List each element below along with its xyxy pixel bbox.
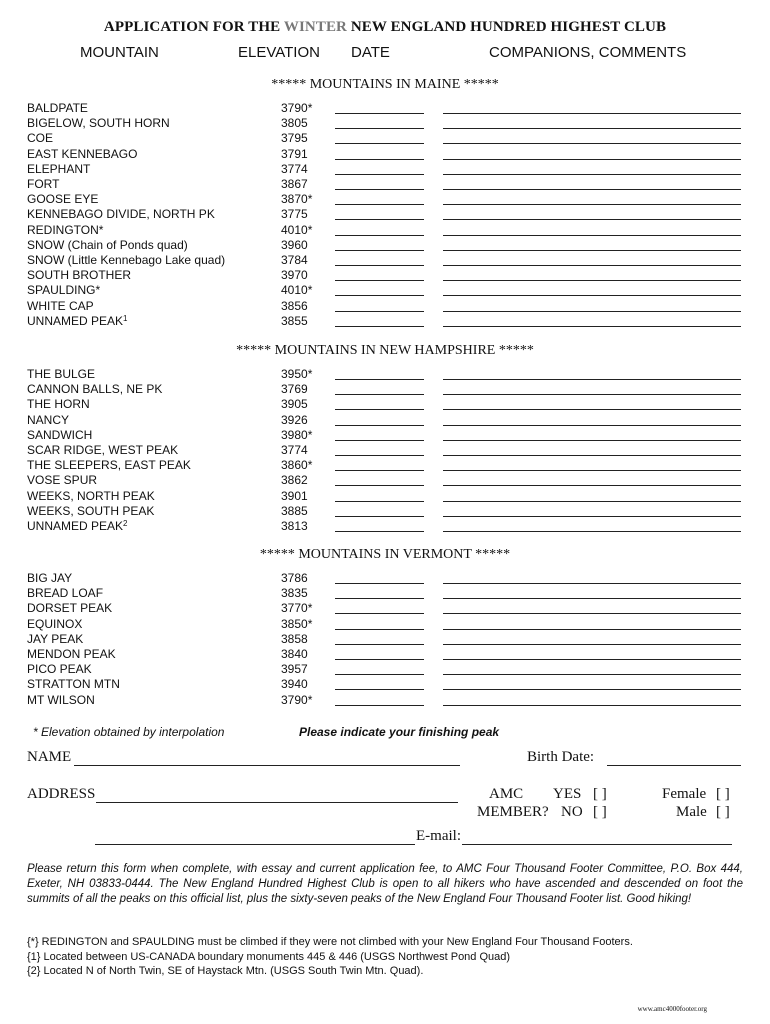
date-field[interactable]: [335, 440, 424, 441]
date-field[interactable]: [335, 394, 424, 395]
column-header-date: DATE: [351, 44, 390, 61]
peak-row: [0, 428, 770, 443]
peak-row: [0, 489, 770, 504]
peak-name: [27, 382, 162, 396]
comments-field[interactable]: [443, 379, 741, 380]
peak-name-text: BALDPATE: [27, 101, 88, 115]
peak-name: [27, 207, 215, 221]
date-field[interactable]: [335, 689, 424, 690]
female-label: Female: [662, 786, 707, 802]
peak-name-text: STRATTON MTN: [27, 677, 120, 691]
peak-elevation: 3901: [281, 489, 308, 503]
comments-field[interactable]: [443, 143, 741, 144]
peak-elevation: 3795: [281, 131, 308, 145]
peak-name: [27, 473, 97, 487]
comments-field[interactable]: [443, 128, 741, 129]
peak-row: [0, 662, 770, 677]
comments-field[interactable]: [443, 470, 741, 471]
peak-row: [0, 617, 770, 632]
peak-name: [27, 601, 112, 615]
peak-row: [0, 397, 770, 412]
comments-field[interactable]: [443, 265, 741, 266]
peak-name: [27, 677, 120, 691]
comments-field[interactable]: [443, 674, 741, 675]
comments-field[interactable]: [443, 326, 741, 327]
interpolation-note: * Elevation obtained by interpolation: [33, 725, 225, 739]
peak-name: [27, 101, 88, 115]
peak-elevation: 3860*: [281, 458, 313, 472]
comments-field[interactable]: [443, 531, 741, 532]
peak-row: [0, 504, 770, 519]
peak-name-text: SNOW (Chain of Ponds quad): [27, 238, 188, 252]
peak-name: [27, 617, 82, 631]
peak-name-text: BIG JAY: [27, 571, 73, 585]
peak-row: [0, 677, 770, 692]
comments-field[interactable]: [443, 425, 741, 426]
peak-name: [27, 268, 131, 282]
name-field[interactable]: [74, 765, 460, 766]
peak-elevation: 3885: [281, 504, 308, 518]
peak-row: [0, 586, 770, 601]
column-header-mountain: MOUNTAIN: [80, 44, 159, 61]
date-field[interactable]: [335, 128, 424, 129]
peak-name: [27, 571, 72, 585]
peak-name-text: EAST KENNEBAGO: [27, 147, 138, 161]
peak-elevation: 3862: [281, 473, 308, 487]
peak-name: [27, 177, 59, 191]
peak-name-text: SNOW (Little Kennebago Lake quad): [27, 253, 226, 267]
peak-row: [0, 314, 770, 329]
peak-name: [27, 443, 178, 457]
comments-field[interactable]: [443, 613, 741, 614]
date-field[interactable]: [335, 204, 424, 205]
comments-field[interactable]: [443, 204, 741, 205]
comments-field[interactable]: [443, 219, 741, 220]
peak-row: [0, 131, 770, 146]
peak-name-text: PICO PEAK: [27, 662, 92, 676]
column-header-comments: COMPANIONS, COMMENTS: [489, 44, 687, 61]
yes-checkbox[interactable]: [ ]: [593, 786, 607, 802]
peak-name-text: BREAD LOAF: [27, 586, 104, 600]
date-field[interactable]: [335, 598, 424, 599]
column-header-elevation: ELEVATION: [238, 44, 320, 61]
peak-name-text: EQUINOX: [27, 617, 83, 631]
peak-name: [27, 223, 103, 237]
date-field[interactable]: [335, 235, 424, 236]
peak-name: [27, 253, 225, 267]
date-field[interactable]: [335, 113, 424, 114]
peak-name: [27, 489, 155, 503]
peak-elevation: 3790*: [281, 693, 313, 707]
peak-elevation: 3835: [281, 586, 308, 600]
section-title-new-hampshire: ***** MOUNTAINS IN NEW HAMPSHIRE *****: [236, 343, 534, 358]
peak-row: [0, 382, 770, 397]
peak-name-text: JAY PEAK: [27, 632, 84, 646]
title-pre: APPLICATION FOR THE: [103, 19, 281, 35]
date-field[interactable]: [335, 326, 424, 327]
date-field[interactable]: [335, 219, 424, 220]
peak-row: [0, 223, 770, 238]
no-checkbox[interactable]: [ ]: [593, 804, 607, 820]
peak-elevation: 3858: [281, 632, 308, 646]
peak-elevation: 3769: [281, 382, 308, 396]
date-field[interactable]: [335, 501, 424, 502]
yes-label: YES: [553, 786, 582, 802]
peak-row: [0, 268, 770, 283]
peak-row: [0, 177, 770, 192]
date-field[interactable]: [335, 409, 424, 410]
peak-name: [27, 192, 98, 206]
date-field[interactable]: [335, 295, 424, 296]
peak-name: [27, 662, 92, 676]
peak-row: [0, 632, 770, 647]
comments-field[interactable]: [443, 409, 741, 410]
peak-elevation: 3926: [281, 413, 308, 427]
peak-elevation: 4010*: [281, 283, 313, 297]
peak-row: [0, 473, 770, 488]
email-field[interactable]: [462, 844, 732, 845]
comments-field[interactable]: [443, 295, 741, 296]
peak-name-text: DORSET PEAK: [27, 601, 113, 615]
peak-name: [27, 131, 53, 145]
date-field[interactable]: [335, 659, 424, 660]
comments-field[interactable]: [443, 113, 741, 114]
peak-name-text: KENNEBAGO DIVIDE, NORTH PK: [27, 207, 215, 221]
peak-name-text: BIGELOW, SOUTH HORN: [27, 116, 170, 130]
peak-name-text: VOSE SPUR: [27, 473, 98, 487]
footnote-marker: 1: [123, 314, 128, 323]
peak-row: [0, 413, 770, 428]
peak-name: [27, 647, 116, 661]
date-field[interactable]: [335, 280, 424, 281]
peak-row: [0, 101, 770, 116]
peak-elevation: 3850*: [281, 617, 313, 631]
peak-row: [0, 693, 770, 708]
footnote-1: {1} Located between US-CANADA boundary monuments 445 & 446 (USGS Northwest Pond Quad): [27, 951, 511, 963]
date-field[interactable]: [335, 455, 424, 456]
peak-name: [27, 413, 69, 427]
address-field[interactable]: [96, 802, 458, 803]
peak-name: [27, 504, 154, 518]
amc-label: AMC: [489, 786, 524, 802]
peak-row: [0, 253, 770, 268]
peak-elevation: 3840: [281, 647, 308, 661]
peak-name-text: UNNAMED PEAK: [27, 314, 124, 328]
date-field[interactable]: [335, 174, 424, 175]
peak-name: [27, 283, 100, 297]
peak-elevation: 3970: [281, 268, 308, 282]
comments-field[interactable]: [443, 485, 741, 486]
peak-row: [0, 647, 770, 662]
peak-elevation: 3957: [281, 662, 308, 676]
peak-name-text: THE HORN: [27, 397, 90, 411]
peak-name-text: WEEKS, SOUTH PEAK: [27, 504, 155, 518]
footnote-asterisk: {*} REDINGTON and SPAULDING must be climbed if they were not climbed with your New England Four Thousand Footers.: [27, 936, 633, 948]
peak-name: [27, 238, 188, 252]
no-label: NO: [561, 804, 583, 820]
peak-name-text: NANCY: [27, 413, 70, 427]
peak-name: [27, 397, 90, 411]
comments-field[interactable]: [443, 516, 741, 517]
peak-name: [27, 458, 191, 472]
peak-name-text: GOOSE EYE: [27, 192, 99, 206]
title-winter: WINTER: [283, 19, 347, 35]
date-field[interactable]: [335, 311, 424, 312]
date-field[interactable]: [335, 470, 424, 471]
peak-elevation: 3867: [281, 177, 308, 191]
comments-field[interactable]: [443, 235, 741, 236]
peak-elevation: 3950*: [281, 367, 313, 381]
date-field[interactable]: [335, 613, 424, 614]
comments-field[interactable]: [443, 644, 741, 645]
section-title-maine: ***** MOUNTAINS IN MAINE *****: [271, 77, 499, 92]
comments-field[interactable]: [443, 280, 741, 281]
peak-row: [0, 443, 770, 458]
date-field[interactable]: [335, 425, 424, 426]
footnote-marker: 2: [123, 519, 128, 528]
peak-name-text: SPAULDING*: [27, 283, 101, 297]
comments-field[interactable]: [443, 311, 741, 312]
address-label: ADDRESS: [27, 786, 96, 802]
comments-field[interactable]: [443, 174, 741, 175]
date-field[interactable]: [335, 143, 424, 144]
peak-row: [0, 367, 770, 382]
date-field[interactable]: [335, 629, 424, 630]
date-field[interactable]: [335, 516, 424, 517]
peak-name-text: SANDWICH: [27, 428, 93, 442]
peak-elevation: 3856: [281, 299, 308, 313]
peak-elevation: 3870*: [281, 192, 313, 206]
peak-name-text: UNNAMED PEAK: [27, 519, 124, 533]
peak-name-text: CANNON BALLS, NE PK: [27, 382, 163, 396]
peak-elevation: 3905: [281, 397, 308, 411]
date-field[interactable]: [335, 583, 424, 584]
peak-elevation: 3774: [281, 162, 308, 176]
peak-row: [0, 601, 770, 616]
comments-field[interactable]: [443, 659, 741, 660]
email-label: E-mail:: [416, 828, 461, 844]
peak-row: [0, 519, 770, 534]
peak-elevation: 3790*: [281, 101, 313, 115]
peak-elevation: 3775: [281, 207, 308, 221]
peak-name-text: FORT: [27, 177, 60, 191]
peak-elevation: 3791: [281, 147, 308, 161]
date-field[interactable]: [335, 705, 424, 706]
comments-field[interactable]: [443, 598, 741, 599]
birth-date-field[interactable]: [607, 765, 741, 766]
peak-name: [27, 162, 90, 176]
date-field[interactable]: [335, 485, 424, 486]
date-field[interactable]: [335, 379, 424, 380]
comments-field[interactable]: [443, 705, 741, 706]
peak-name-text: REDINGTON*: [27, 223, 104, 237]
peak-elevation: 3940: [281, 677, 308, 691]
male-label: Male: [676, 804, 707, 820]
comments-field[interactable]: [443, 455, 741, 456]
peak-name-text: ELEPHANT: [27, 162, 91, 176]
date-field[interactable]: [335, 674, 424, 675]
peak-name: [27, 314, 127, 328]
peak-elevation: 4010*: [281, 223, 313, 237]
comments-field[interactable]: [443, 501, 741, 502]
peak-name-text: WHITE CAP: [27, 299, 94, 313]
peak-row: [0, 116, 770, 131]
date-field[interactable]: [335, 531, 424, 532]
peak-elevation: 3960: [281, 238, 308, 252]
peak-name: [27, 428, 92, 442]
peak-name-text: THE BULGE: [27, 367, 96, 381]
instructions-paragraph: Please return this form when complete, with essay and current application fee, to AMC Four Thousand Footer Committee, P.O. Box 444, Exeter, NH 03833-0444. The New England Hundred Highest Club is open to all hikers who have ascended and descended on foot the summits of all the peaks on this official list, plus the sixty-seven peaks of the New England Four Thousand Footer list. Good hiking!: [27, 863, 743, 905]
comments-field[interactable]: [443, 583, 741, 584]
peak-name: [27, 116, 170, 130]
female-checkbox[interactable]: [ ]: [716, 786, 730, 802]
birth-date-label: Birth Date:: [527, 749, 595, 765]
title-post: NEW ENGLAND HUNDRED HIGHEST CLUB: [350, 19, 667, 35]
peak-name-text: SCAR RIDGE, WEST PEAK: [27, 443, 179, 457]
footnote-2: {2} Located N of North Twin, SE of Haystack Mtn. (USGS South Twin Mtn. Quad).: [27, 965, 424, 977]
signature-line[interactable]: [95, 844, 415, 845]
peak-row: [0, 192, 770, 207]
comments-field[interactable]: [443, 189, 741, 190]
peak-name-text: MT WILSON: [27, 693, 95, 707]
peak-name: [27, 367, 95, 381]
finishing-peak-note: Please indicate your finishing peak: [299, 725, 500, 739]
peak-name: [27, 586, 103, 600]
peak-row: [0, 571, 770, 586]
peak-elevation: 3855: [281, 314, 308, 328]
peak-name-text: COE: [27, 131, 54, 145]
peak-elevation: 3980*: [281, 428, 313, 442]
name-label: NAME: [27, 749, 72, 765]
peak-name: [27, 147, 137, 161]
peak-name-text: THE SLEEPERS, EAST PEAK: [27, 458, 191, 472]
male-checkbox[interactable]: [ ]: [716, 804, 730, 820]
date-field[interactable]: [335, 644, 424, 645]
section-title-vermont: ***** MOUNTAINS IN VERMONT *****: [259, 547, 511, 562]
comments-field[interactable]: [443, 394, 741, 395]
footer-url: www.amc4000footer.org: [637, 1005, 707, 1013]
peak-elevation: 3770*: [281, 601, 313, 615]
peak-elevation: 3805: [281, 116, 308, 130]
comments-field[interactable]: [443, 629, 741, 630]
peak-name: [27, 519, 127, 533]
page-title: [0, 19, 770, 36]
member-label: MEMBER?: [477, 804, 549, 820]
date-field[interactable]: [335, 265, 424, 266]
peak-name-text: MENDON PEAK: [27, 647, 116, 661]
comments-field[interactable]: [443, 250, 741, 251]
peak-elevation: 3784: [281, 253, 308, 267]
peak-row: [0, 207, 770, 222]
peak-name: [27, 693, 95, 707]
peak-row: [0, 162, 770, 177]
date-field[interactable]: [335, 159, 424, 160]
peak-name-text: WEEKS, NORTH PEAK: [27, 489, 155, 503]
peak-row: [0, 299, 770, 314]
peak-name: [27, 632, 83, 646]
date-field[interactable]: [335, 189, 424, 190]
peak-row: [0, 283, 770, 298]
comments-field[interactable]: [443, 689, 741, 690]
peak-row: [0, 238, 770, 253]
comments-field[interactable]: [443, 159, 741, 160]
date-field[interactable]: [335, 250, 424, 251]
peak-row: [0, 458, 770, 473]
peak-elevation: 3813: [281, 519, 308, 533]
peak-elevation: 3774: [281, 443, 308, 457]
peak-row: [0, 147, 770, 162]
comments-field[interactable]: [443, 440, 741, 441]
peak-name: [27, 299, 94, 313]
peak-name-text: SOUTH BROTHER: [27, 268, 132, 282]
peak-elevation: 3786: [281, 571, 308, 585]
